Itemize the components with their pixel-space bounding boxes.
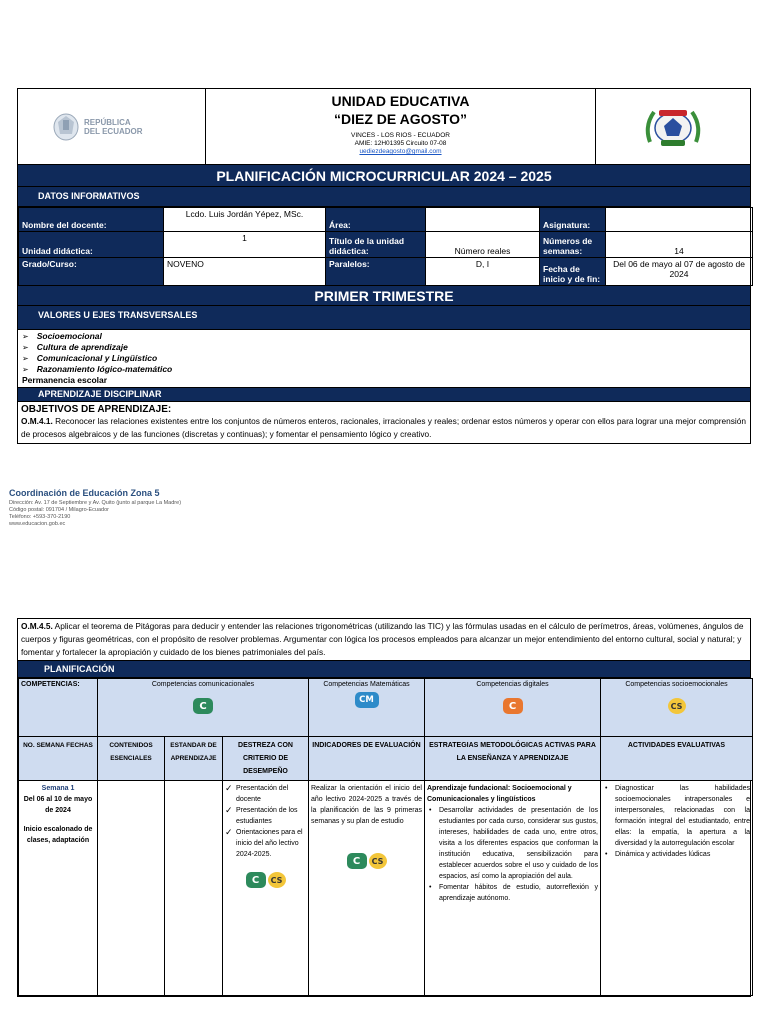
footer-telefono: Teléfono: +593-370-2190 [9, 514, 71, 520]
col-destreza: DESTREZA CON CRITERIO DE DESEMPEÑO [223, 737, 309, 781]
objective-1 [21, 415, 747, 441]
value-asignatura [606, 208, 753, 232]
destreza-item: ✓ Presentación del docente [225, 783, 306, 805]
socioemotional-competence-icon: CS [268, 872, 286, 888]
cell-estandar [165, 781, 223, 996]
footer-web[interactable]: www.educacion.gob.ec [9, 521, 66, 527]
section-datos-informativos: DATOS INFORMATIVOS [18, 187, 750, 207]
col-estrategias: ESTRATEGIAS METODOLÓGICAS ACTIVAS PARA LA ENSEÑANZA Y APRENDIZAJE [425, 737, 601, 781]
week-number: Semana 1 [41, 785, 75, 792]
label-grado: Grado/Curso: [19, 258, 164, 286]
estrategia-title: Aprendizaje fundacional: Socioemocional y Comunicacionales y lingüísticos [427, 785, 572, 803]
communication-competence-icon: C [347, 853, 367, 869]
objetivos-title: OBJETIVOS DE APRENDIZAJE: [21, 404, 172, 415]
footer-postal: Código postal: 091704 / Milagro-Ecuador [9, 507, 109, 513]
objective-1-text: Reconocer las relaciones existentes entre los conjuntos de números enteros, racionales, irracionales y reales; ordenar estos números y operar con ellos para lograr una mejor comprensión de procesos algebraicos y de las funciones (discretas y continuas); y fomentar el pensamiento lógico y creativo. [21, 416, 746, 439]
section-planificacion: PLANIFICACIÓN [18, 661, 750, 678]
competencias-label: COMPETENCIAS: [19, 679, 98, 737]
digital-competence-icon: C [503, 698, 523, 714]
competencias-comunicacionales-label: Competencias comunicacionales [151, 681, 255, 688]
planning-sheet-page-1 [17, 88, 751, 444]
ecuador-coat-of-arms-icon [52, 110, 172, 144]
school-logo [596, 89, 750, 164]
cell-contenidos [98, 781, 165, 996]
cell-actividades [601, 781, 753, 996]
school-email-link[interactable]: uediezdeagosto@gmail.com [359, 148, 442, 155]
value-area [426, 208, 540, 232]
competencias-socioemocionales-label: Competencias socioemocionales [625, 681, 728, 688]
government-logo [18, 89, 206, 164]
label-paralelos: Paralelos: [326, 258, 426, 286]
week-note: Inicio escalonado de clases, adaptación [23, 826, 93, 844]
school-crest-icon [642, 104, 704, 150]
document-header [18, 89, 750, 165]
objective-1-code: O.M.4.1. [21, 416, 53, 426]
objetivos-section [18, 402, 750, 443]
footer-title: Coordinación de Educación Zona 5 [9, 488, 160, 498]
week-dates: Del 06 al 10 de mayo de 2024 [23, 796, 93, 814]
column-header-row [19, 737, 753, 781]
label-docente: Nombre del docente: [19, 208, 164, 232]
footer-direccion: Dirección: Av. 17 de Septiembre y Av. Quito (junto al parque La Madre) [9, 500, 182, 506]
school-name-line2: “DIEZ DE AGOSTO” [333, 111, 467, 127]
estrategia-item: • Fomentar hábitos de estudio, autorreflexión y aprendizaje autónomo. [427, 882, 598, 904]
page-footer [9, 488, 181, 528]
school-amie: AMIE: 12H01395 Circuito 07-08 [354, 140, 447, 147]
competencias-matematicas [309, 679, 425, 737]
competencias-digitales [425, 679, 601, 737]
socioemotional-competence-icon: CS [369, 853, 387, 869]
indicador-text: Realizar la orientación el inicio del año lectivo 2024-2025 a través de la planificación de las 9 primeras semanas y su plan de estudio [311, 785, 422, 825]
value-fecha: Del 06 de mayo al 07 de agosto de 2024 [606, 258, 753, 286]
actividad-item: • Diagnosticar las habilidades socioemocionales intrapersonales e interpersonales, relacionadas con la formación integral del estudiantado, entre ellas: la empatía, la apertura a la diversidad y la autorregulación escolar [603, 783, 750, 849]
school-name-line1: UNIDAD EDUCATIVA [331, 93, 470, 109]
value-grado: NOVENO [164, 258, 326, 286]
planning-sheet-page-2 [17, 618, 751, 997]
valor-item: ➢ Cultura de aprendizaje [22, 342, 746, 353]
value-unidad: 1 [164, 232, 326, 258]
document-title: PLANIFICACIÓN MICROCURRICULAR 2024 – 2025 [18, 165, 750, 187]
label-titulo: Título de la unidad didáctica: [326, 232, 426, 258]
communication-competence-icon: C [193, 698, 213, 714]
communication-competence-icon: C [246, 872, 266, 888]
valor-item: ➢ Socioemocional [22, 331, 746, 342]
destreza-item: ✓ Orientaciones para el inicio del año lectivo 2024-2025. [225, 827, 306, 860]
objective-2-code: O.M.4.5. [21, 621, 53, 631]
col-estandar: ESTANDAR DE APRENDIZAJE [165, 737, 223, 781]
label-asignatura: Asignatura: [540, 208, 606, 232]
school-info [206, 89, 596, 164]
valores-list [18, 330, 750, 388]
school-location: VINCES - LOS RIOS - ECUADOR [351, 132, 450, 139]
competencias-row [19, 679, 753, 737]
republic-text-line2: DEL ECUADOR [83, 126, 143, 136]
value-paralelos: D, I [426, 258, 540, 286]
estrategia-item: • Desarrollar actividades de presentación de los estudiantes por cada curso, considerar sus gustos, intereses, habilidades de cada uno, entre otros, visita a los diferentes espacios que conforman la institución educativa, sensibilización para establecer acuerdos sobre el uso y cuidado de los espacios, así como la apropiación del aula. [427, 805, 598, 882]
value-docente: Lcdo. Luis Jordán Yépez, MSc. [164, 208, 326, 232]
col-contenidos: CONTENIDOS ESENCIALES [98, 737, 165, 781]
objective-2-text: Aplicar el teorema de Pitágoras para deducir y entender las relaciones trigonométricas (utilizando las TIC) y las fórmulas usadas en el cálculo de perímetros, áreas, volúmenes, ángulos de cuerpos y figuras geométricas, con el propósito de resolver problemas. Argumentar con lógica los procesos empleados para alcanzar un mejor entendimiento del entorno cultural, social y natural; y fomentar y fortalecer la apropiación y cuidado de los bienes patrimoniales del país. [21, 621, 744, 657]
datos-informativos-table [18, 207, 753, 286]
destreza-item: ✓ Presentación de los estudiantes [225, 805, 306, 827]
section-aprendizaje: APRENDIZAJE DISCIPLINAR [18, 388, 750, 402]
valor-item: ➢ Comunicacional y Lingüístico [22, 353, 746, 364]
label-semanas: Números de semanas: [540, 232, 606, 258]
label-fecha: Fecha de inicio y de fin: [540, 258, 606, 286]
competencias-matematicas-label: Competencias Matemáticas [323, 681, 410, 688]
planificacion-table [18, 678, 753, 996]
republic-text-line1: REPÚBLICA [83, 117, 131, 127]
objective-2 [18, 619, 750, 661]
trimestre-title: PRIMER TRIMESTRE [18, 286, 750, 306]
cell-estrategias [425, 781, 601, 996]
competencias-comunicacionales [98, 679, 309, 737]
math-competence-icon: CM [355, 692, 379, 708]
value-titulo: Número reales [426, 232, 540, 258]
label-unidad: Unidad didáctica: [19, 232, 164, 258]
col-actividades: ACTIVIDADES EVALUATIVAS [601, 737, 753, 781]
actividad-item: • Dinámica y actividades lúdicas [603, 849, 750, 860]
col-semana: NO. SEMANA FECHAS [19, 737, 98, 781]
value-semanas: 14 [606, 232, 753, 258]
cell-destreza [223, 781, 309, 996]
cell-semana [19, 781, 98, 996]
competencias-digitales-label: Competencias digitales [476, 681, 549, 688]
label-area: Área: [326, 208, 426, 232]
socioemotional-competence-icon: CS [668, 698, 686, 714]
col-indicadores: INDICADORES DE EVALUACIÓN [309, 737, 425, 781]
cell-indicadores [309, 781, 425, 996]
valor-permanencia: Permanencia escolar [22, 375, 108, 385]
competencias-socioemocionales [601, 679, 753, 737]
valor-item: ➢ Razonamiento lógico-matemático [22, 364, 746, 375]
table-row [19, 781, 753, 996]
section-valores: VALORES U EJES TRANSVERSALES [18, 306, 750, 330]
